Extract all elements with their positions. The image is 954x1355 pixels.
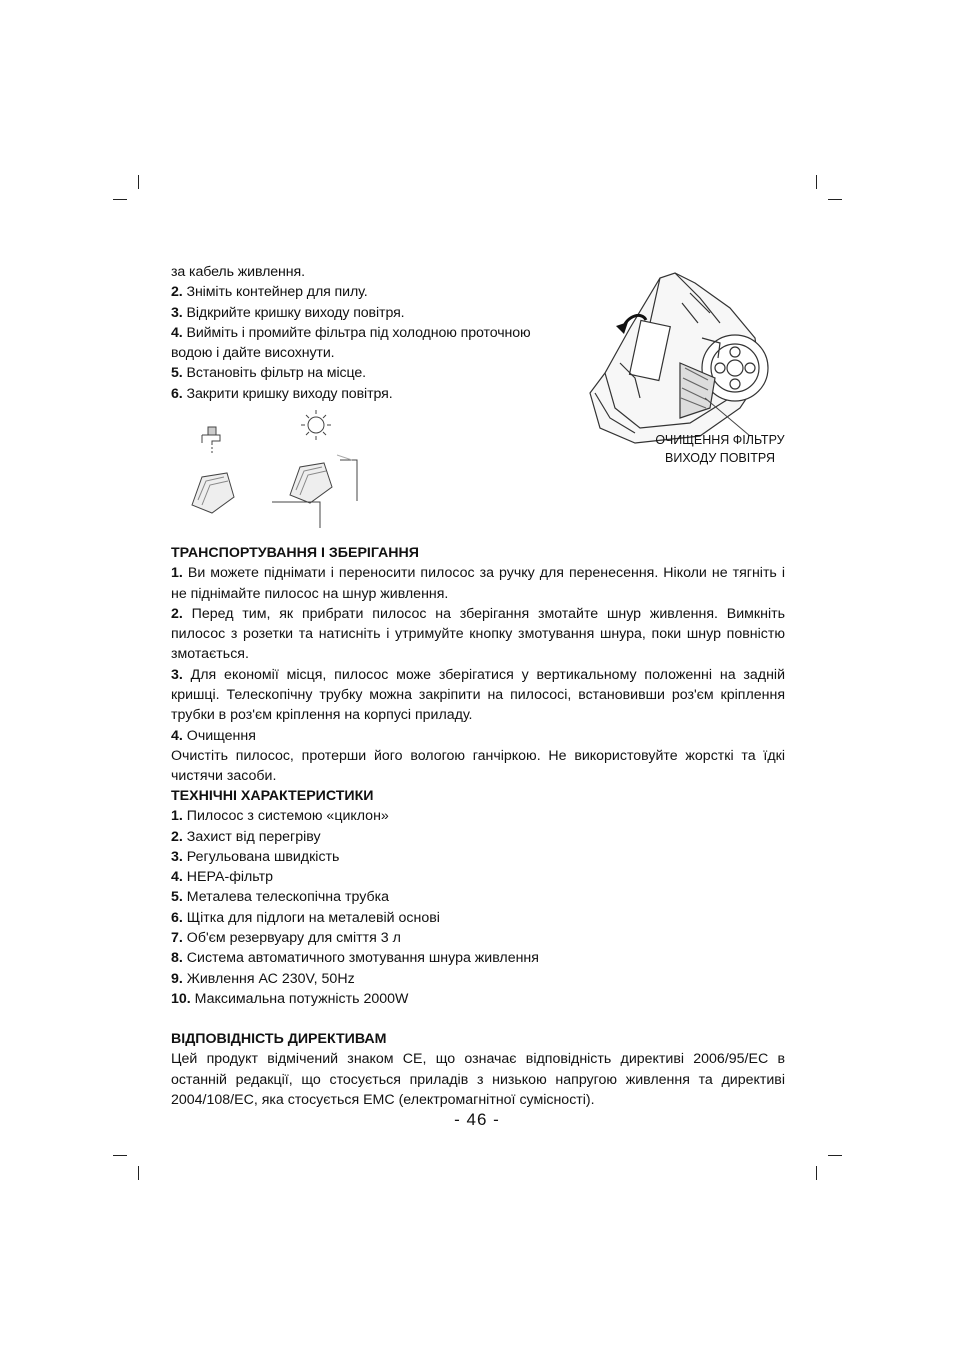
step-item: 3. Відкрийте кришку виходу повітря. bbox=[171, 304, 405, 321]
list-item: 4. НЕРА-фільтр bbox=[171, 869, 273, 886]
list-item: 7. Об'єм резервуару для сміття 3 л bbox=[171, 930, 401, 947]
list-item: 2. Перед тим, як прибрати пилосос на зберігання змотайте шнур живлення. Вимкніть пилосос з розетки та натисніть і утримуйте кнопку змотування шнура, поки шнур повністю змотається. bbox=[171, 605, 785, 663]
filter-cleaning-steps bbox=[171, 262, 571, 404]
crop-mark bbox=[816, 1166, 817, 1180]
crop-mark bbox=[113, 1155, 127, 1156]
section-heading: ВІДПОВІДНІСТЬ ДИРЕКТИВАМ bbox=[171, 1031, 387, 1047]
list-item: 10. Максимальна потужність 2000W bbox=[171, 990, 409, 1007]
list-item: 8. Система автоматичного змотування шнура живлення bbox=[171, 950, 539, 967]
directives-text: Цей продукт відмічений знаком СЕ, що означає відповідність директиві 2006/95/ЕС в останній редакції, що стосується приладів з низькою напругою живлення та директиві 2004/108/ЕС, яка стосується ЕМС (електромагнітної сумісності). bbox=[171, 1051, 785, 1108]
step-item: 6. Закрити кришку виходу повітря. bbox=[171, 385, 393, 402]
specs-section bbox=[171, 786, 785, 1009]
list-item: 3. Регульована швидкість bbox=[171, 848, 340, 865]
step-item: 4. Вийміть і промийте фільтра під холодною проточною водою і дайте висохнути. bbox=[171, 324, 531, 362]
section-heading: ТЕХНІЧНІ ХАРАКТЕРИСТИКИ bbox=[171, 788, 374, 804]
directives-section bbox=[171, 1029, 785, 1110]
figure-caption: ОЧИЩЕННЯ ФІЛЬТРУ ВИХОДУ ПОВІТРЯ bbox=[655, 433, 785, 465]
crop-mark bbox=[828, 1155, 842, 1156]
filter-washing-illustration bbox=[172, 405, 362, 530]
crop-mark bbox=[138, 175, 139, 189]
step-item: 2. Зніміть контейнер для пилу. bbox=[171, 284, 368, 301]
transport-section bbox=[171, 543, 785, 787]
steps-intro: за кабель живлення. bbox=[171, 264, 305, 280]
step-item: 5. Встановіть фільтр на місце. bbox=[171, 365, 366, 382]
crop-mark bbox=[138, 1166, 139, 1180]
crop-mark bbox=[816, 175, 817, 189]
list-item: 6. Щітка для підлоги на металевій основі bbox=[171, 909, 440, 926]
list-item: 2. Захист від перегріву bbox=[171, 828, 321, 845]
crop-mark bbox=[113, 199, 127, 200]
list-item: 4. Очищення bbox=[171, 727, 256, 744]
crop-mark bbox=[828, 199, 842, 200]
section-heading: ТРАНСПОРТУВАННЯ І ЗБЕРІГАННЯ bbox=[171, 545, 419, 561]
vacuum-cleaner-illustration bbox=[580, 268, 790, 448]
cleaning-text: Очистіть пилосос, протерши його вологою ганчіркою. Не використовуйте жорсткі та їдкі чистячи засоби. bbox=[171, 747, 785, 785]
list-item: 1. Пилосос з системою «циклон» bbox=[171, 808, 389, 825]
list-item: 1. Ви можете піднімати і переносити пилосос за ручку для перенесення. Ніколи не тягніть і не піднімайте пилосос на шнур живлення. bbox=[171, 565, 785, 602]
list-item: 5. Металева телескопічна трубка bbox=[171, 889, 389, 906]
page-number: - 46 - bbox=[454, 1110, 500, 1129]
list-item: 9. Живлення АС 230V, 50Hz bbox=[171, 970, 355, 987]
list-item: 3. Для економії місця, пилосос може зберігатися у вертикальному положенні на задній кришці. Телескопічну трубку можна закріпити на пилососі, встановивши роз'єм кріплення трубки в роз'єм кріплення на корпусі приладу. bbox=[171, 666, 785, 724]
